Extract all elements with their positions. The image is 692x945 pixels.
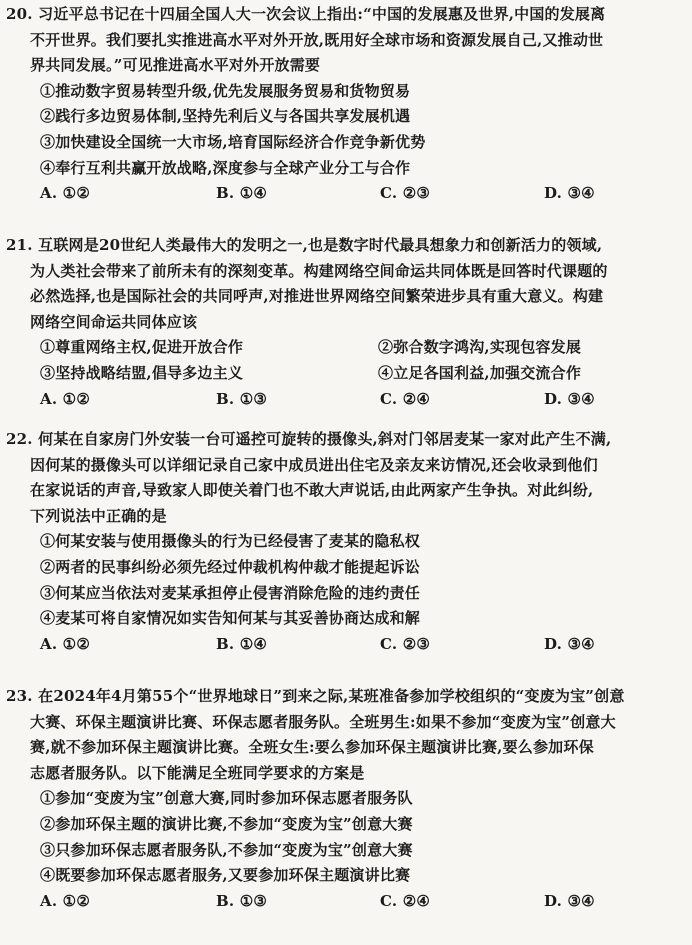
question-20 [6,2,686,207]
question-stem-line: 21. 互联网是20世纪人类最伟大的发明之一,也是数字时代最具想象力和创新活力的领域, [6,236,603,254]
option-1: ①参加“变废为宝”创意大赛,同时参加环保志愿者服务队 [40,789,413,808]
choice-b[interactable]: B. ①④ [216,184,268,203]
question-stem-line: 在家说话的声音,导致家人即使关着门也不敢大声说话,由此两家产生争执。对此纠纷, [30,481,594,500]
option-2: ②两者的民事纠纷必须先经过仲裁机构仲裁才能提起诉讼 [40,557,421,576]
choice-c[interactable]: C. ②③ [380,184,431,203]
question-stem-line: 23. 在2024年4月第55个“世界地球日”到来之际,某班准备参加学校组织的“变废为宝”创意 [6,687,625,705]
option-1: ①何某安装与使用摄像头的行为已经侵害了麦某的隐私权 [40,532,421,551]
question-stem-line: 下列说法中正确的是 [30,506,167,525]
question-stem-line: 20. 习近平总书记在十四届全国人大一次会议上指出:“中国的发展惠及世界,中国的发展离 [6,5,606,23]
choice-b[interactable]: B. ①④ [216,634,268,653]
question-stem-line: 界共同发展。”可见推进高水平对外开放需要 [30,56,321,75]
question-21 [6,233,686,412]
option-1: ①尊重网络主权,促进开放合作 [40,338,244,357]
answer-choices [6,889,686,915]
question-stem-line: 不开世界。我们要扎实推进高水平对外开放,既用好全球市场和资源发展自己,又推动世 [30,30,604,49]
question-22 [6,427,686,657]
option-4: ④麦某可将自家情况如实告知何某与其妥善协商达成和解 [40,609,421,628]
choice-c[interactable]: C. ②③ [380,634,431,653]
question-stem-line: 志愿者服务队。以下能满足全班同学要求的方案是 [30,763,365,782]
option-4: ④立足各国利益,加强交流合作 [378,363,582,382]
answer-choices [6,632,686,658]
choice-d[interactable]: D. ③④ [544,389,595,408]
question-23 [6,684,686,914]
question-number: 23. [6,687,33,705]
choice-b[interactable]: B. ①③ [216,389,268,408]
choice-a[interactable]: A. ①② [40,891,90,910]
option-row [6,361,686,387]
option-row [6,335,686,361]
choice-a[interactable]: A. ①② [40,389,90,408]
option-3: ③何某应当依法对麦某承担停止侵害消除危险的违约责任 [40,583,421,602]
question-stem-line: 网络空间命运共同体应该 [30,312,198,331]
option-3: ③坚持战略结盟,倡导多边主义 [40,363,244,382]
choice-d[interactable]: D. ③④ [544,184,595,203]
question-number: 21. [6,236,33,254]
question-stem-line: 为人类社会带来了前所未有的深刻变革。构建网络空间命运共同体既是回答时代课题的 [30,261,608,280]
answer-choices [6,181,686,207]
choice-d[interactable]: D. ③④ [544,634,595,653]
choice-a[interactable]: A. ①② [40,634,90,653]
question-stem-line: 必然选择,也是国际社会的共同呼声,对推进世界网络空间繁荣进步具有重大意义。构建 [30,287,604,306]
choice-c[interactable]: C. ②④ [380,891,431,910]
option-3: ③加快建设全国统一大市场,培育国际经济合作竞争新优势 [40,132,426,151]
option-4: ④既要参加环保志愿者服务,又要参加环保主题演讲比赛 [40,866,411,885]
question-number: 22. [6,430,33,448]
question-stem-line: 22. 何某在自家房门外安装一台可遥控可旋转的摄像头,斜对门邻居麦某一家对此产生不满, [6,430,612,448]
question-stem-line: 大赛、环保主题演讲比赛、环保志愿者服务队。全班男生:如果不参加“变废为宝”创意大 [30,712,616,731]
choice-d[interactable]: D. ③④ [544,891,595,910]
option-2: ②践行多边贸易体制,坚持先利后义与各国共享发展机遇 [40,107,411,126]
answer-choices [6,387,686,413]
question-stem-line: 赛,就不参加环保主题演讲比赛。全班女生:要么参加环保主题演讲比赛,要么参加环保 [30,738,594,757]
choice-b[interactable]: B. ①③ [216,891,268,910]
option-1: ①推动数字贸易转型升级,优先发展服务贸易和货物贸易 [40,81,411,100]
question-number: 20. [6,5,33,23]
option-3: ③只参加环保志愿者服务队,不参加“变废为宝”创意大赛 [40,840,413,859]
choice-c[interactable]: C. ②④ [380,389,431,408]
option-4: ④奉行互利共赢开放战略,深度参与全球产业分工与合作 [40,158,411,177]
choice-a[interactable]: A. ①② [40,184,90,203]
question-stem-line: 因何某的摄像头可以详细记录自己家中成员进出住宅及亲友来访情况,还会收录到他们 [30,455,598,474]
option-2: ②参加环保主题的演讲比赛,不参加“变废为宝”创意大赛 [40,814,413,833]
option-2: ②弥合数字鸿沟,实现包容发展 [378,338,582,357]
